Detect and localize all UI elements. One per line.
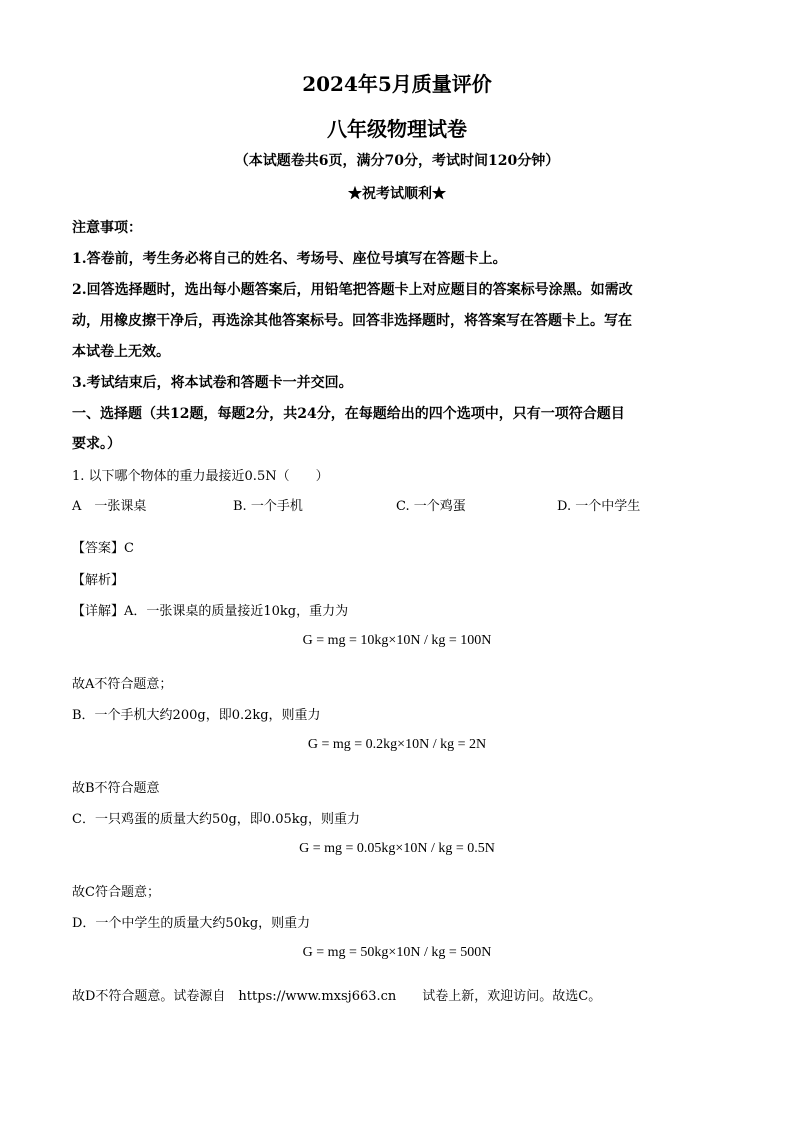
exam-subtitle: 八年级物理试卷	[327, 117, 467, 141]
conclusion-a: 故A不符合题意；	[72, 677, 173, 692]
conclusion-d: 故D不符合题意。试卷源自 https://www.mxsj663.cn 试卷上新，欢迎访问。故选C。	[72, 989, 602, 1004]
conclusion-c: 故C符合题意；	[72, 885, 160, 900]
detail-d: D．一个中学生的质量大约50kg，则重力	[72, 916, 311, 931]
note-item-2-cont: 动，用橡皮擦干净后，再选涂其他答案标号。回答非选择题时，将答案写在答题卡上。写在	[72, 313, 632, 329]
formula-c: G = mg = 0.05kg×10N / kg = 0.5N	[299, 841, 495, 856]
note-item-2-end: 本试卷上无效。	[72, 344, 170, 360]
analysis-label: 【解析】	[72, 573, 125, 588]
conclusion-b: 故B不符合题意	[72, 781, 160, 796]
formula-a: G = mg = 10kg×10N / kg = 100N	[302, 633, 492, 648]
option-b: B. 一个手机	[233, 499, 303, 514]
answer-line: 【答案】C	[72, 541, 134, 556]
note-item-2: 2.回答选择题时，选出每小题答案后，用铅笔把答题卡上对应题目的答案标号涂黑。如需改	[72, 282, 633, 298]
question-stem: 1. 以下哪个物体的重力最接近0.5N（ ）	[72, 469, 329, 484]
detail-c: C．一只鸡蛋的质量大约50g，即0.05kg，则重力	[72, 812, 360, 827]
exam-info: （本试题卷共6页，满分70分，考试时间120分钟）	[234, 153, 560, 169]
note-item-3: 3.考试结束后，将本试卷和答题卡一并交回。	[72, 375, 353, 391]
formula-d: G = mg = 50kg×10N / kg = 500N	[302, 945, 492, 960]
exam-title: 2024年5月质量评价	[302, 72, 492, 96]
option-c: C. 一个鸡蛋	[396, 499, 466, 514]
detail-b: B．一个手机大约200g，即0.2kg，则重力	[72, 708, 321, 723]
option-a: A 一张课桌	[72, 499, 147, 514]
blessing-line: ★祝考试顺利★	[348, 186, 446, 202]
option-d: D. 一个中学生	[557, 499, 641, 514]
note-item-1: 1.答卷前，考生务必将自己的姓名、考场号、座位号填写在答题卡上。	[72, 251, 507, 267]
detail-a: 【详解】A．一张课桌的质量接近10kg，重力为	[72, 604, 349, 619]
formula-b: G = mg = 0.2kg×10N / kg = 2N	[307, 737, 487, 752]
section-heading: 一、选择题（共12题，每题2分，共24分，在每题给出的四个选项中，只有一项符合题目	[72, 406, 625, 422]
notes-heading: 注意事项：	[72, 220, 142, 236]
section-heading-cont: 要求。）	[72, 436, 121, 452]
